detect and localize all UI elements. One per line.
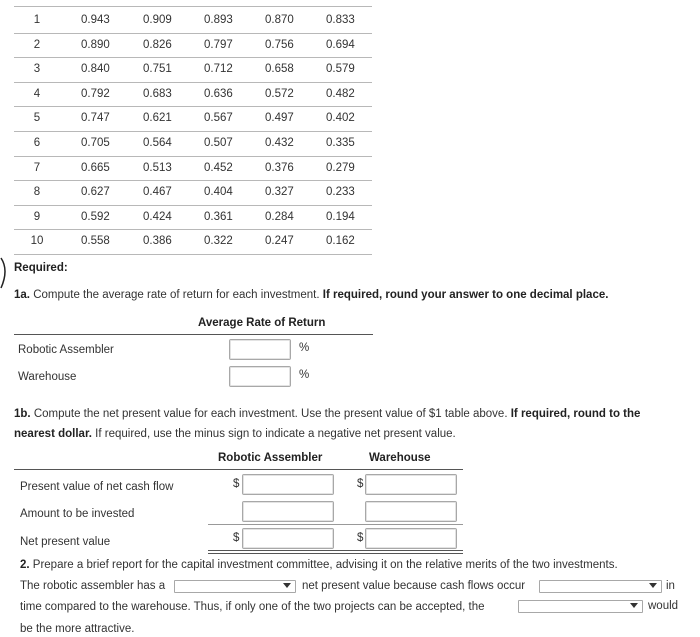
pv-factor-cell: 0.833 <box>326 14 355 26</box>
table-row <box>0 180 372 205</box>
npv-label-pv: Present value of net cash flow <box>20 481 174 493</box>
required-heading: Required: <box>14 262 68 274</box>
table-row <box>0 229 372 254</box>
pv-factor-cell: 0.335 <box>326 137 355 149</box>
pv-factor-cell: 0.233 <box>326 186 355 199</box>
table-top-border <box>14 6 372 7</box>
pv-factor-cell: 0.513 <box>143 161 172 174</box>
section-bracket <box>0 256 10 292</box>
pv-factor-cell: 0.683 <box>143 87 172 100</box>
table-row <box>0 82 372 107</box>
npv-input-net-warehouse[interactable] <box>365 528 457 549</box>
arr-label-robotic: Robotic Assembler <box>18 344 114 356</box>
npv-label-invested: Amount to be invested <box>20 508 135 520</box>
q2-line1-b: net present value because cash flows occur <box>302 580 526 592</box>
table-row <box>0 131 372 156</box>
pv-factor-cell: 0.579 <box>326 63 355 76</box>
pv-factor-cell: 0.627 <box>81 186 110 199</box>
npv-header-robotic: Robotic Assembler <box>218 452 323 464</box>
pv-factor-cell: 0.327 <box>265 186 294 199</box>
npv-input-net-robotic[interactable] <box>242 528 334 549</box>
pv-factor-cell: 0.572 <box>265 87 294 100</box>
pv-factor-cell: 0.658 <box>265 63 294 76</box>
arr-header: Average Rate of Return <box>198 317 326 329</box>
pv-factor-cell: 0.162 <box>326 235 355 248</box>
question-1a-instruction: If required, round your answer to one decimal place. <box>322 289 609 301</box>
pv-factor-cell: 0.909 <box>143 14 172 26</box>
year-cell: 2 <box>33 38 41 51</box>
year-cell: 9 <box>33 210 41 223</box>
year-cell: 8 <box>33 186 41 199</box>
pv-factor-cell: 0.247 <box>265 235 294 248</box>
year-cell: 3 <box>33 63 41 76</box>
dropdown-attractive-project[interactable] <box>518 600 643 613</box>
npv-label-net: Net present value <box>20 536 111 548</box>
pv-factor-cell: 0.890 <box>81 38 110 51</box>
dropdown-cash-flow-timing[interactable] <box>539 580 662 593</box>
npv-total-rule-1 <box>208 550 463 551</box>
pv-factor-cell: 0.497 <box>265 112 294 125</box>
npv-input-pv-robotic[interactable] <box>242 474 334 495</box>
pv-factor-cell: 0.943 <box>81 14 110 26</box>
pv-factor-cell: 0.870 <box>265 14 294 26</box>
pv-factor-cell: 0.840 <box>81 63 110 76</box>
arr-unit-robotic: % <box>299 342 310 354</box>
npv-header-rule <box>14 469 463 470</box>
pv-factor-cell: 0.404 <box>204 186 233 199</box>
pv-factor-cell: 0.797 <box>204 38 233 51</box>
chevron-down-icon <box>649 583 657 588</box>
currency-sign: $ <box>357 478 364 490</box>
pv-factor-cell: 0.361 <box>204 210 233 223</box>
pv-factor-cell: 0.747 <box>81 112 110 125</box>
pv-factor-cell: 0.558 <box>81 235 110 248</box>
year-cell: 1 <box>33 14 41 26</box>
arr-unit-warehouse: % <box>299 369 310 381</box>
arr-input-warehouse[interactable] <box>229 366 291 387</box>
currency-sign: $ <box>233 478 240 490</box>
present-value-table <box>0 0 380 258</box>
question-1a-text: Compute the average rate of return for each investment. <box>30 289 323 301</box>
pv-factor-cell: 0.792 <box>81 87 110 100</box>
chevron-down-icon <box>283 583 291 588</box>
table-row <box>0 33 372 58</box>
pv-factor-cell: 0.194 <box>326 210 355 223</box>
question-1a <box>14 289 608 301</box>
question-2 <box>20 559 618 571</box>
npv-header-warehouse: Warehouse <box>369 452 431 464</box>
question-2-text: Prepare a brief report for the capital investment committee, advising it on the relative merits of the two investments. <box>29 559 618 571</box>
pv-factor-cell: 0.564 <box>143 137 172 149</box>
pv-factor-cell: 0.284 <box>265 210 294 223</box>
pv-factor-cell: 0.705 <box>81 137 110 149</box>
npv-input-invested-warehouse[interactable] <box>365 501 457 522</box>
question-1b-instruction: If required, round to the nearest dollar. <box>14 408 641 440</box>
arr-input-robotic[interactable] <box>229 339 291 360</box>
dropdown-npv-comparison[interactable] <box>174 580 296 593</box>
question-1b-tail: If required, use the minus sign to indicate a negative net present value. <box>91 428 456 440</box>
pv-factor-cell: 0.621 <box>143 112 172 125</box>
question-1a-label: 1a. <box>14 289 30 301</box>
pv-factor-cell: 0.322 <box>204 235 233 248</box>
pv-factor-cell: 0.467 <box>143 186 172 199</box>
pv-factor-cell: 0.751 <box>143 63 172 76</box>
pv-factor-cell: 0.432 <box>265 137 294 149</box>
question-1b-label: 1b. <box>14 408 31 420</box>
table-row <box>0 205 372 230</box>
arr-header-rule <box>14 334 373 335</box>
year-cell: 6 <box>33 137 41 149</box>
pv-factor-cell: 0.567 <box>204 112 233 125</box>
question-1b-text: Compute the net present value for each investment. Use the present value of $1 table above. <box>30 408 511 420</box>
pv-factor-cell: 0.424 <box>143 210 172 223</box>
chevron-down-icon <box>630 603 638 608</box>
q2-line2-a: time compared to the warehouse. Thus, if only one of the two projects can be accepted, the <box>20 601 485 613</box>
pv-factor-cell: 0.402 <box>326 112 355 125</box>
pv-factor-cell: 0.756 <box>265 38 294 51</box>
question-1b <box>14 404 684 444</box>
table-row <box>0 106 372 131</box>
year-cell: 5 <box>33 112 41 125</box>
pv-factor-cell: 0.386 <box>143 235 172 248</box>
table-row <box>0 156 372 181</box>
currency-sign: $ <box>233 532 240 544</box>
npv-input-pv-warehouse[interactable] <box>365 474 457 495</box>
currency-sign: $ <box>357 532 364 544</box>
pv-factor-cell: 0.636 <box>204 87 233 100</box>
table-row <box>0 8 372 33</box>
q2-line3: be the more attractive. <box>20 623 135 635</box>
q2-line1-a: The robotic assembler has a <box>20 580 166 592</box>
year-cell: 7 <box>33 161 41 174</box>
table-row <box>0 57 372 82</box>
pv-factor-cell: 0.376 <box>265 161 294 174</box>
pv-factor-cell: 0.452 <box>204 161 233 174</box>
pv-factor-cell: 0.665 <box>81 161 110 174</box>
pv-factor-cell: 0.893 <box>204 14 233 26</box>
npv-input-invested-robotic[interactable] <box>242 501 334 522</box>
year-cell: 4 <box>33 87 41 100</box>
pv-factor-cell: 0.826 <box>143 38 172 51</box>
pv-factor-cell: 0.592 <box>81 210 110 223</box>
q2-line1-c: in <box>666 580 675 592</box>
year-cell: 10 <box>30 235 44 248</box>
pv-factor-cell: 0.507 <box>204 137 233 149</box>
pv-factor-cell: 0.712 <box>204 63 233 76</box>
npv-subtotal-rule <box>208 524 463 525</box>
pv-factor-cell: 0.279 <box>326 161 355 174</box>
pv-factor-cell: 0.482 <box>326 87 355 100</box>
pv-factor-cell: 0.694 <box>326 38 355 51</box>
question-2-label: 2. <box>20 559 30 571</box>
row-divider <box>14 254 372 255</box>
npv-total-rule-2 <box>208 553 463 554</box>
arr-label-warehouse: Warehouse <box>18 371 77 383</box>
q2-line2-b: would <box>648 600 679 612</box>
